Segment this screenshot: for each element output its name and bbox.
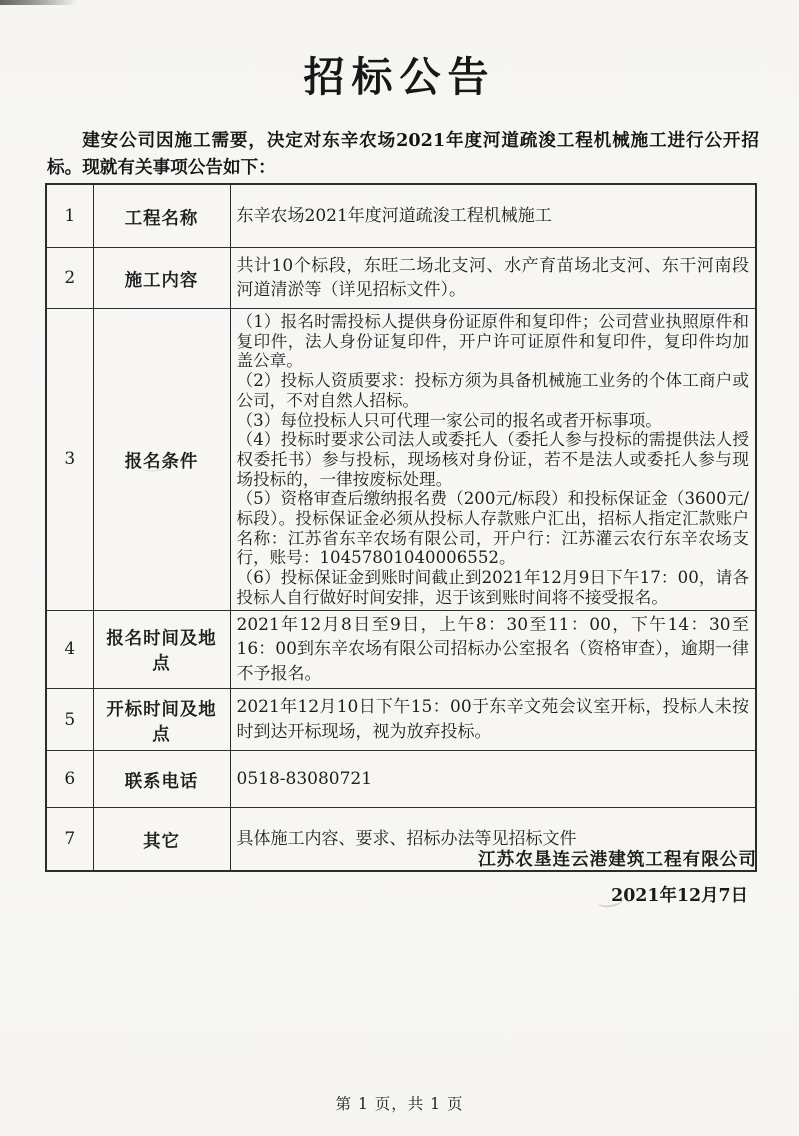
content-paragraph: 0518-83080721 xyxy=(236,768,373,789)
row-content xyxy=(230,751,756,808)
row-label: 报名条件 xyxy=(93,309,230,611)
content-paragraph: （4）投标时要求公司法人或委托人（委托人参与投标的需提供法人授权委托书）参与投标，现场核对身份证，若不是法人或委托人参与现场投标的，一律按废标处理。 xyxy=(236,430,749,489)
row-number: 7 xyxy=(46,808,93,872)
row-number: 4 xyxy=(46,610,93,689)
row-content xyxy=(230,184,756,248)
row-label: 开标时间及地点 xyxy=(93,689,230,751)
footer-company-name: 江苏农垦连云港建筑工程有限公司 xyxy=(478,849,757,870)
content-paragraph: 共计10个标段，东旺二场北支河、水产育苗场北支河、东干河南段河道清淤等（详见招标文件）。 xyxy=(236,255,749,300)
content-paragraph: （2）投标人资质要求：投标方须为具备机械施工业务的个体工商户或公司，不对自然人招标。 xyxy=(236,371,749,410)
table-row-bid-opening-time-place xyxy=(46,689,756,751)
document-title: 招标公告 xyxy=(303,53,496,101)
content-paragraph: 具体施工内容、要求、招标办法等见招标文件 xyxy=(236,828,577,849)
content-paragraph: （6）投标保证金到账时间截止到2021年12月9日下午17：00，请各投标人自行做好时间安排，迟于该到账时间将不接受报名。 xyxy=(236,568,749,607)
row-label: 施工内容 xyxy=(93,248,230,309)
intro-paragraph: 建安公司因施工需要，决定对东辛农场2021年度河道疏浚工程机械施工进行公开招标。现就有关事项公告如下： xyxy=(47,130,759,178)
row-label: 工程名称 xyxy=(93,184,230,248)
table-row-registration-time-place xyxy=(46,610,756,689)
content-paragraph: （5）资格审查后缴纳报名费（200元/标段）和投标保证金（3600元/标段）。投标保证金必须从投标人存款账户汇出，招标人指定汇款账户名称：江苏省东辛农场有限公司，开户行：江苏灌云农行东辛农场支行，账号：10457801040006552。 xyxy=(236,489,749,568)
scan-artifact-top-left xyxy=(0,0,78,5)
row-number: 1 xyxy=(46,184,93,248)
row-number: 2 xyxy=(46,248,93,309)
content-paragraph: 2021年12月10日下午15：00于东辛文苑会议室开标，投标人未按时到达开标现场，视为放弃投标。 xyxy=(236,697,749,742)
footer-date: 2021年12月7日 xyxy=(611,886,748,906)
row-label: 其它 xyxy=(93,808,230,872)
table-row-construction-scope xyxy=(46,248,756,309)
content-paragraph: （1）报名时需投标人提供身份证原件和复印件；公司营业执照原件和复印件，法人身份证复印件，开户许可证原件和复印件，复印件均加盖公章。 xyxy=(236,312,749,371)
row-content xyxy=(230,309,756,611)
content-paragraph: 2021年12月8日至9日，上午8：30至11：00，下午14：30至16：00到东辛农场有限公司招标办公室报名（资格审查），逾期一律不予报名。 xyxy=(236,614,749,684)
table-row-contact-phone xyxy=(46,751,756,808)
content-paragraph: （3）每位投标人只可代理一家公司的报名或者开标事项。 xyxy=(236,410,662,430)
page-number-indicator: 第 1 页，共 1 页 xyxy=(335,1095,464,1113)
row-number: 3 xyxy=(46,309,93,611)
row-label: 联系电话 xyxy=(93,751,230,808)
announcement-table xyxy=(45,183,757,872)
row-content xyxy=(230,689,756,751)
row-number: 6 xyxy=(46,751,93,808)
row-label: 报名时间及地点 xyxy=(93,610,230,689)
content-paragraph: 东辛农场2021年度河道疏浚工程机械施工 xyxy=(236,205,552,226)
table-row-project-name xyxy=(46,184,756,248)
row-number: 5 xyxy=(46,689,93,751)
row-content xyxy=(230,610,756,689)
row-content xyxy=(230,248,756,309)
table-row-registration-conditions xyxy=(46,309,756,611)
